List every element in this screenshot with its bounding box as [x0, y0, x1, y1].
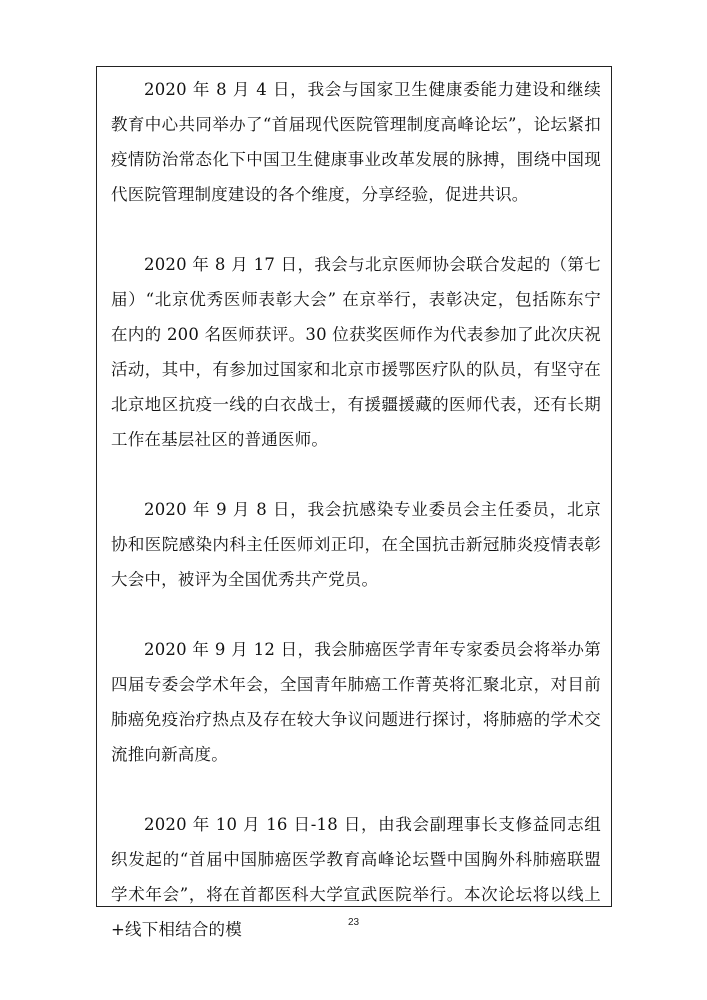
paragraph-gap [111, 212, 601, 247]
paragraph-conference-sep12: 2020 年 9 月 12 日，我会肺癌医学青年专家委员会将举办第四届专委会学术年会，全国青年肺癌工作菁英将汇聚北京，对目前肺癌免疫治疗热点及存在较大争议问题进行探讨，将肺癌的学术交流推向新高度。 [111, 640, 601, 764]
paragraph-forum-oct16: 2020 年 10 月 16 日-18 日，由我会副理事长支修益同志组织发起的“首届中国肺癌医学教育高峰论坛暨中国胸外科肺癌联盟学术年会”，将在首都医科大学宣武医院举行。本次论坛将以线上+线下相结合的模 [111, 815, 601, 939]
document-body [111, 72, 601, 947]
page-number: 23 [347, 917, 360, 928]
paragraph-award-aug17: 2020 年 8 月 17 日，我会与北京医师协会联合发起的（第七届）“北京优秀医师表彰大会” 在京举行，表彰决定，包括陈东宁在内的 200 名医师获评。30 位获奖医师作为代表参加了此次庆祝活动，其中，有参加过国家和北京市援鄂医疗队的队员，有坚守在北京地区抗疫一线的白衣战士，有援疆援藏的医师代表，还有长期工作在基层社区的普通医师。 [111, 255, 601, 449]
paragraph-gap [111, 597, 601, 632]
paragraph-gap [111, 457, 601, 492]
paragraph-forum-aug4: 2020 年 8 月 4 日，我会与国家卫生健康委能力建设和继续教育中心共同举办了“首届现代医院管理制度高峰论坛”，论坛紧扣疫情防治常态化下中国卫生健康事业改革发展的脉搏，围绕中国现代医院管理制度建设的各个维度，分享经验，促进共识。 [111, 80, 601, 204]
paragraph-honor-sep8: 2020 年 9 月 8 日，我会抗感染专业委员会主任委员，北京协和医院感染内科主任医师刘正印，在全国抗击新冠肺炎疫情表彰大会中，被评为全国优秀共产党员。 [111, 500, 601, 589]
paragraph-gap [111, 772, 601, 807]
